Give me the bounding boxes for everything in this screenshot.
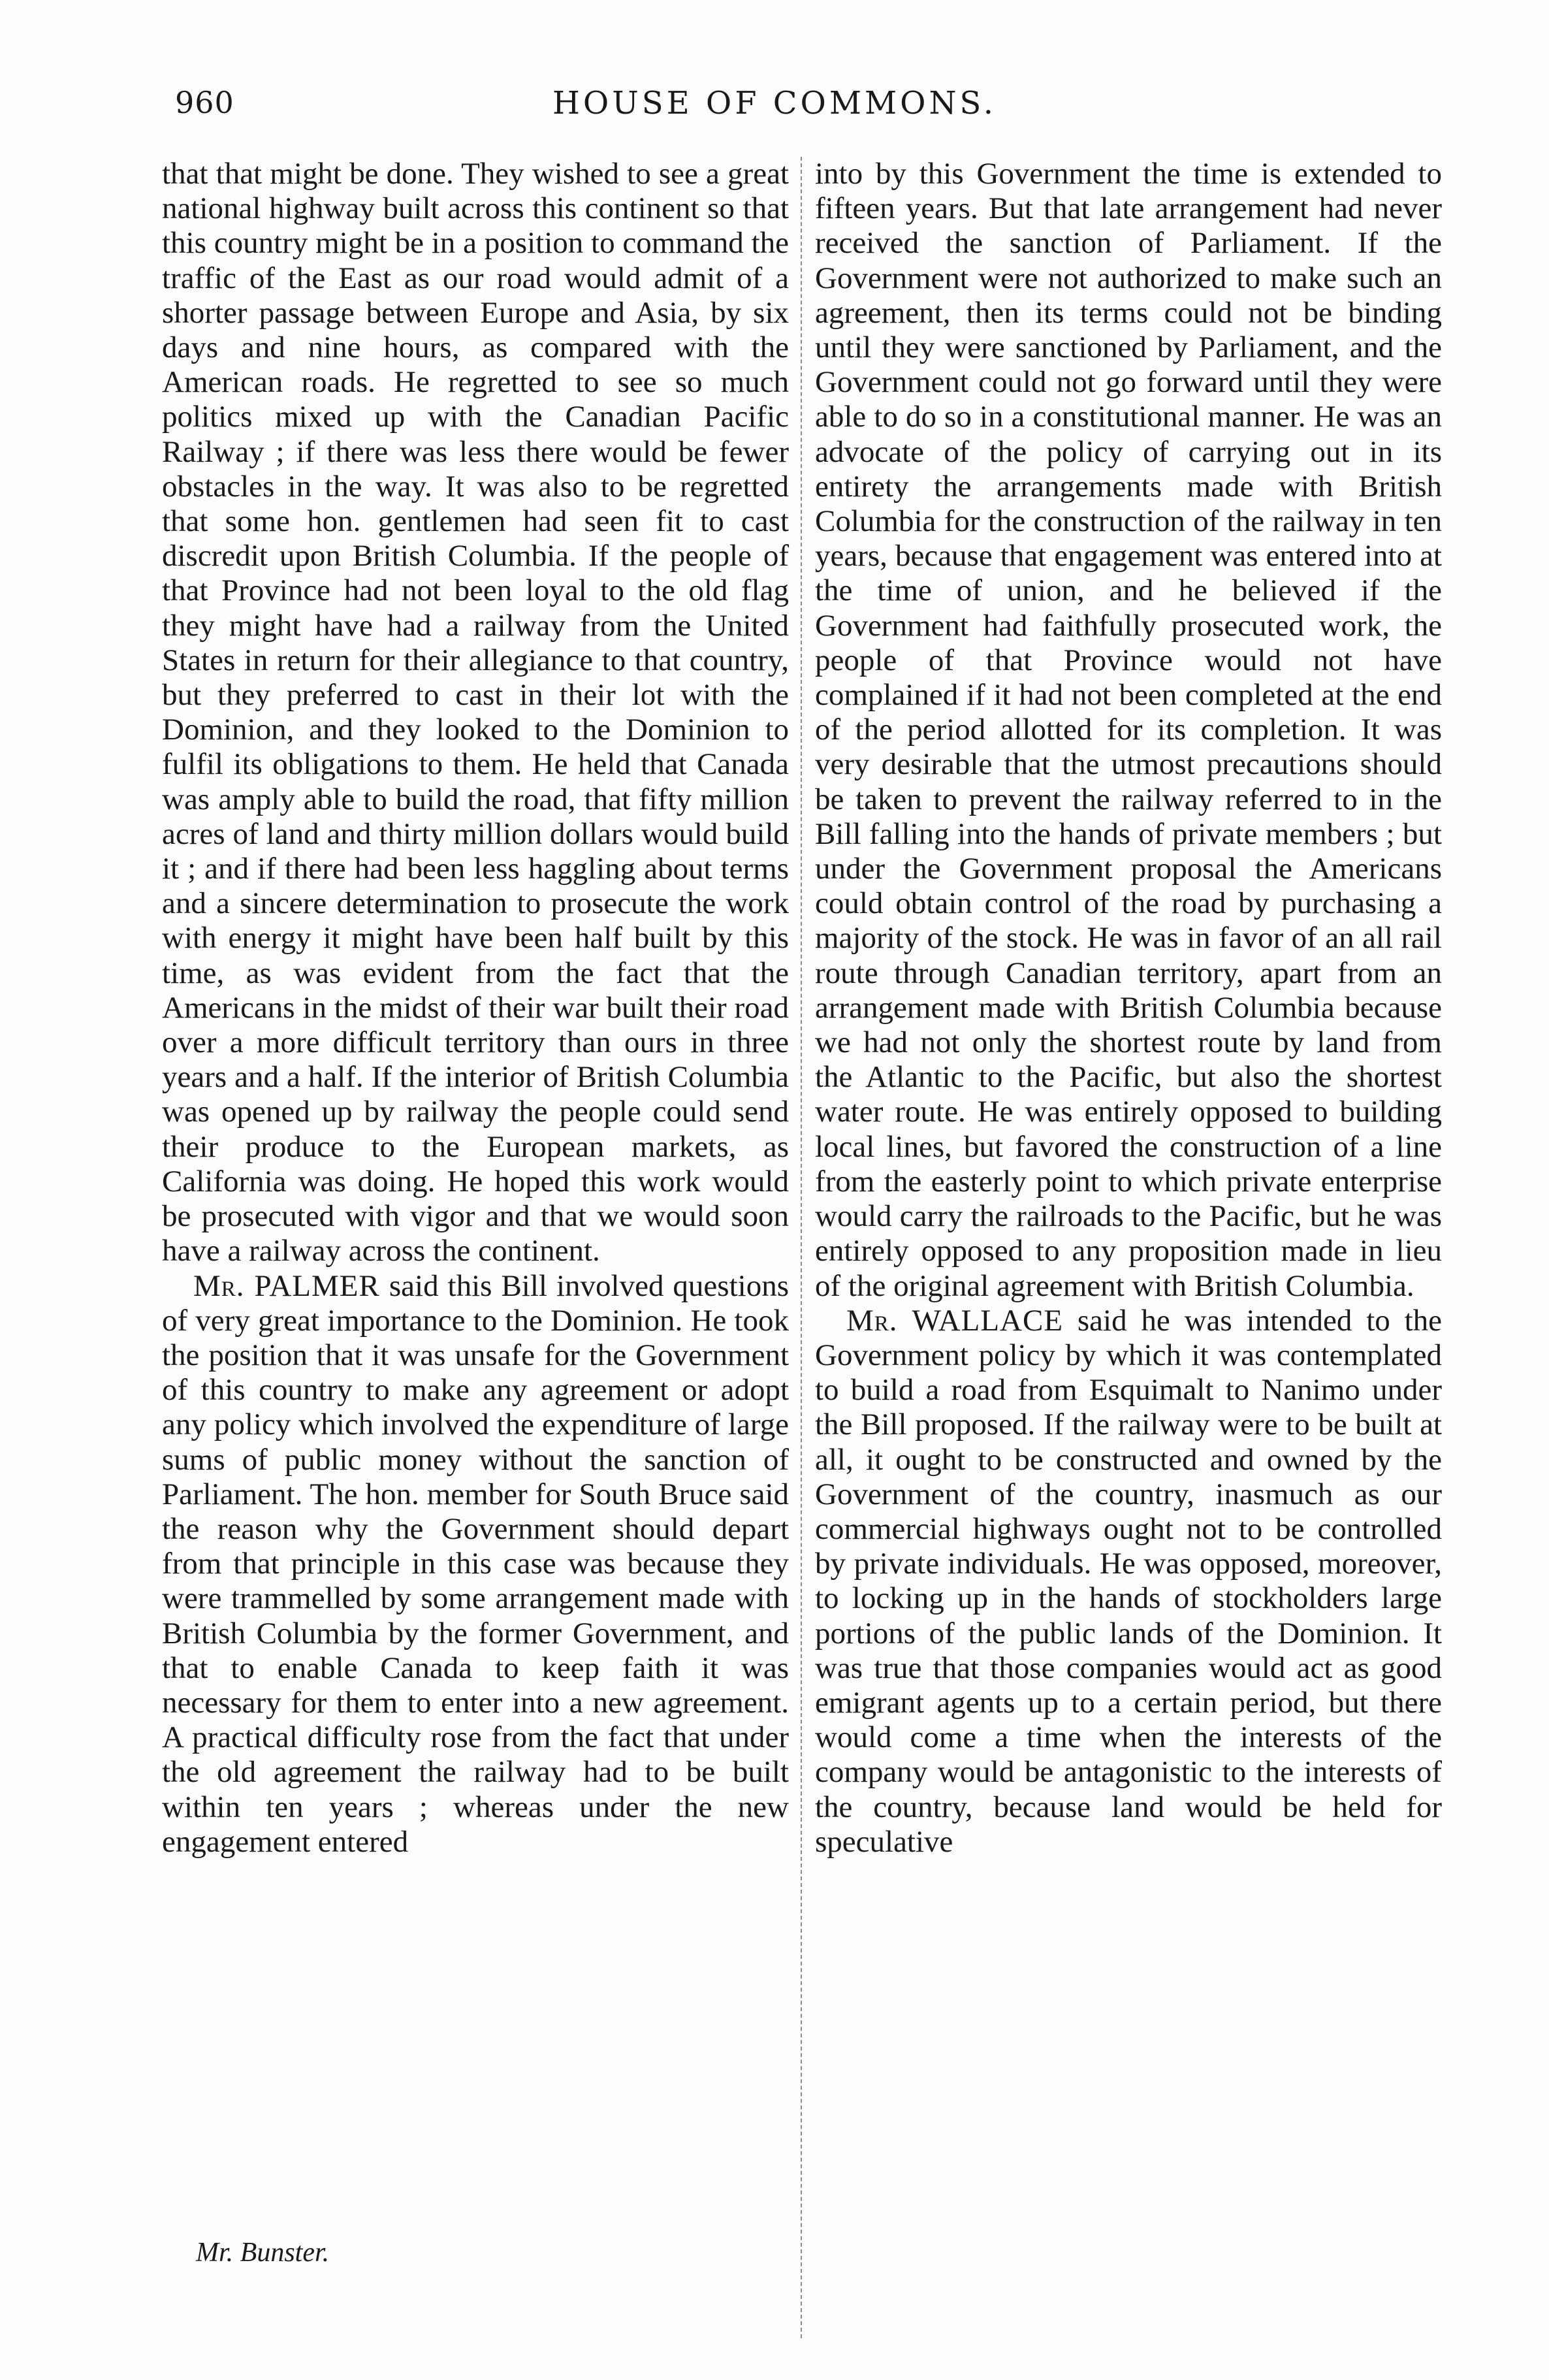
speech-text: said he was intended to the Government policy by which it was contemplated to build a road from Esquimalt to Nanimo under the Bill proposed. If the railway were to be built at all, it ought to be constructed and owned by the Government of the country, inasmuch as our commercial highways ought not to be controlled by private individuals. He was opposed, moreover, to locking up in the hands of stockholders large portions of the public lands of the Dominion. It was true that those companies would act as good emigrant agents up to a certain period, but there would come a time when the interests of the company would be antagonistic to the interests of the country, because land would be held for speculative [815,1303,1442,1859]
speaker-name: Mr. PALMER [193,1268,380,1303]
left-paragraph-2 [162,1269,789,1859]
speaker-name: Mr. WALLACE [846,1303,1064,1338]
page-number: 960 [175,85,234,120]
running-title: HOUSE OF COMMONS. [552,85,997,121]
catchword: Mr. Bunster. [196,2238,330,2268]
column-divider [801,157,802,2338]
right-column [815,157,1442,2208]
left-column [162,157,789,2208]
right-paragraph-2 [815,1304,1442,1859]
right-paragraph-1: into by this Government the time is extended to fifteen years. But that late arrangement had never received the sanction of Parliament. If the Government were not authorized to make such an agreement, then its terms could not be binding until they were sanctioned by Parliament, and the Government could not go forward until they were able to do so in a constitutional manner. He was an advocate of the policy of carrying out in its entirety the arrangements made with British Columbia for the construction of the railway in ten years, because that engagement was entered into at the time of union, and he believed if the Government had faithfully prosecuted work, the people of that Province would not have complained if it had not been completed at the end of the period allotted for its completion. It was very desirable that the utmost precautions should be taken to prevent the railway referred to in the Bill falling into the hands of private members ; but under the Government proposal the Americans could obtain control of the road by purchasing a majority of the stock. He was in favor of an all rail route through Canadian territory, apart from an arrangement made with British Columbia because we had not only the shortest route by land from the Atlantic to the Pacific, but also the shortest water route. He was entirely opposed to building local lines, but favored the construction of a line from the easterly point to which private enterprise would carry the railroads to the Pacific, but he was entirely opposed to any proposition made in lieu of the original agreement with British Columbia. [815,157,1442,1303]
speech-text: said this Bill involved questions of very great importance to the Dominion. He took the position that it was unsafe for the Government of this country to make any agreement or adopt any policy which involved the expenditure of large sums of public money without the sanction of Parliament. The hon. member for South Bruce said the reason why the Government should depart from that principle in this case was because they were trammelled by some arrangement made with British Columbia by the former Government, and that to enable Canada to keep faith it was necessary for them to enter into a new agreement. A practical difficulty rose from the fact that under the old agreement the railway had to be built within ten years ; whereas under the new engagement entered [162,1268,789,1859]
left-paragraph-1: that that might be done. They wished to see a great national highway built across this continent so that this country might be in a position to command the traffic of the East as our road would admit of a shorter passage between Europe and Asia, by six days and nine hours, as compared with the American roads. He regretted to see so much politics mixed up with the Canadian Pacific Railway ; if there was less there would be fewer obstacles in the way. It was also to be regretted that some hon. gentlemen had seen fit to cast discredit upon British Columbia. If the people of that Province had not been loyal to the old flag they might have had a railway from the United States in return for their allegiance to that country, but they preferred to cast in their lot with the Dominion, and they looked to the Dominion to fulfil its obligations to them. He held that Canada was amply able to build the road, that fifty million acres of land and thirty million dollars would build it ; and if there had been less haggling about terms and a sincere determination to prosecute the work with energy it might have been half built by this time, as was evident from the fact that the Americans in the midst of their war built their road over a more difficult territory than ours in three years and a half. If the interior of British Columbia was opened up by railway the people could send their produce to the European markets, as California was doing. He hoped this work would be prosecuted with vigor and that we would soon have a railway across the continent. [162,157,789,1268]
